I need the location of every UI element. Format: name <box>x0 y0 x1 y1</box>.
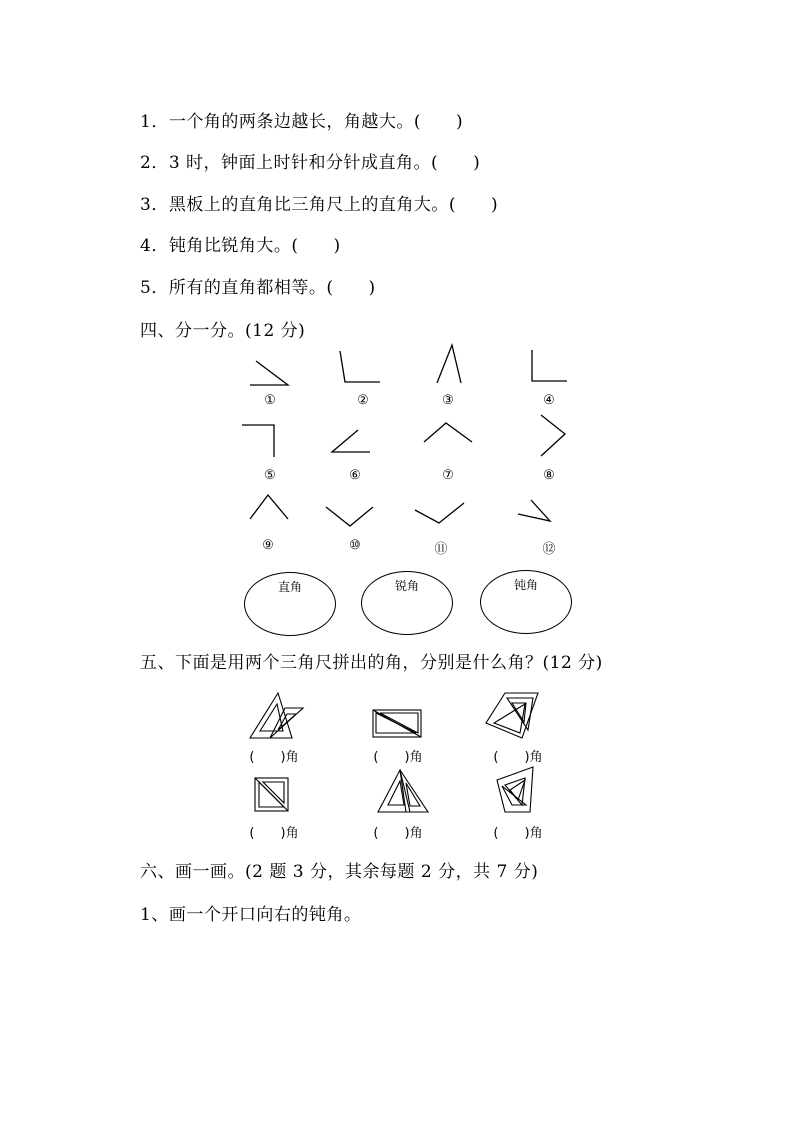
category-label: 锐角 <box>394 579 419 593</box>
statement-1: 1．一个角的两条边越长，角越大。( ) <box>140 112 464 132</box>
figure-label-5: ⑤ <box>264 468 276 483</box>
figure-label-6: ⑥ <box>349 468 361 483</box>
set-square-figure-5 <box>378 770 428 812</box>
answer-blank-4[interactable]: ( )角 <box>249 826 299 841</box>
answer-blank-3[interactable]: ( )角 <box>493 750 543 765</box>
statement-4: 4．钝角比锐角大。( ) <box>140 236 341 256</box>
answer-blank-1[interactable]: ( )角 <box>249 750 299 765</box>
category-label: 直角 <box>277 580 302 594</box>
figure-label-9: ⑨ <box>262 538 274 553</box>
statement-3: 3．黑板上的直角比三角尺上的直角大。( ) <box>140 195 499 215</box>
set-square-figure-1 <box>250 693 303 738</box>
set-square-figure-2 <box>373 710 421 737</box>
answer-blank-6[interactable]: ( )角 <box>493 826 543 841</box>
answer-blank-5[interactable]: ( )角 <box>373 826 423 841</box>
drawing-task-1: 1、画一个开口向右的钝角。 <box>140 905 362 925</box>
figure-label-11: ⑪ <box>434 542 448 557</box>
statement-5: 5．所有的直角都相等。( ) <box>140 278 376 298</box>
figure-label-2: ② <box>357 393 369 408</box>
figure-label-8: ⑧ <box>543 468 555 483</box>
section-6-heading: 六、画一画。(2 题 3 分，其余每题 2 分，共 7 分) <box>140 862 539 882</box>
section-5-heading: 五、下面是用两个三角尺拼出的角，分别是什么角？(12 分) <box>140 653 603 673</box>
figure-label-7: ⑦ <box>442 468 454 483</box>
section-4-heading: 四、分一分。(12 分) <box>140 321 306 341</box>
figure-label-1: ① <box>264 393 276 408</box>
figure-label-3: ③ <box>442 393 454 408</box>
set-square-figure-4 <box>255 778 288 811</box>
figure-label-4: ④ <box>543 393 555 408</box>
answer-blank-2[interactable]: ( )角 <box>373 750 423 765</box>
set-square-figure-6 <box>497 767 533 812</box>
figure-label-10: ⑩ <box>349 538 361 553</box>
figure-label-12: ⑫ <box>542 542 556 557</box>
category-label: 钝角 <box>513 578 538 592</box>
set-square-figure-3 <box>486 693 538 738</box>
statement-2: 2．3 时，钟面上时针和分针成直角。( ) <box>140 153 481 173</box>
